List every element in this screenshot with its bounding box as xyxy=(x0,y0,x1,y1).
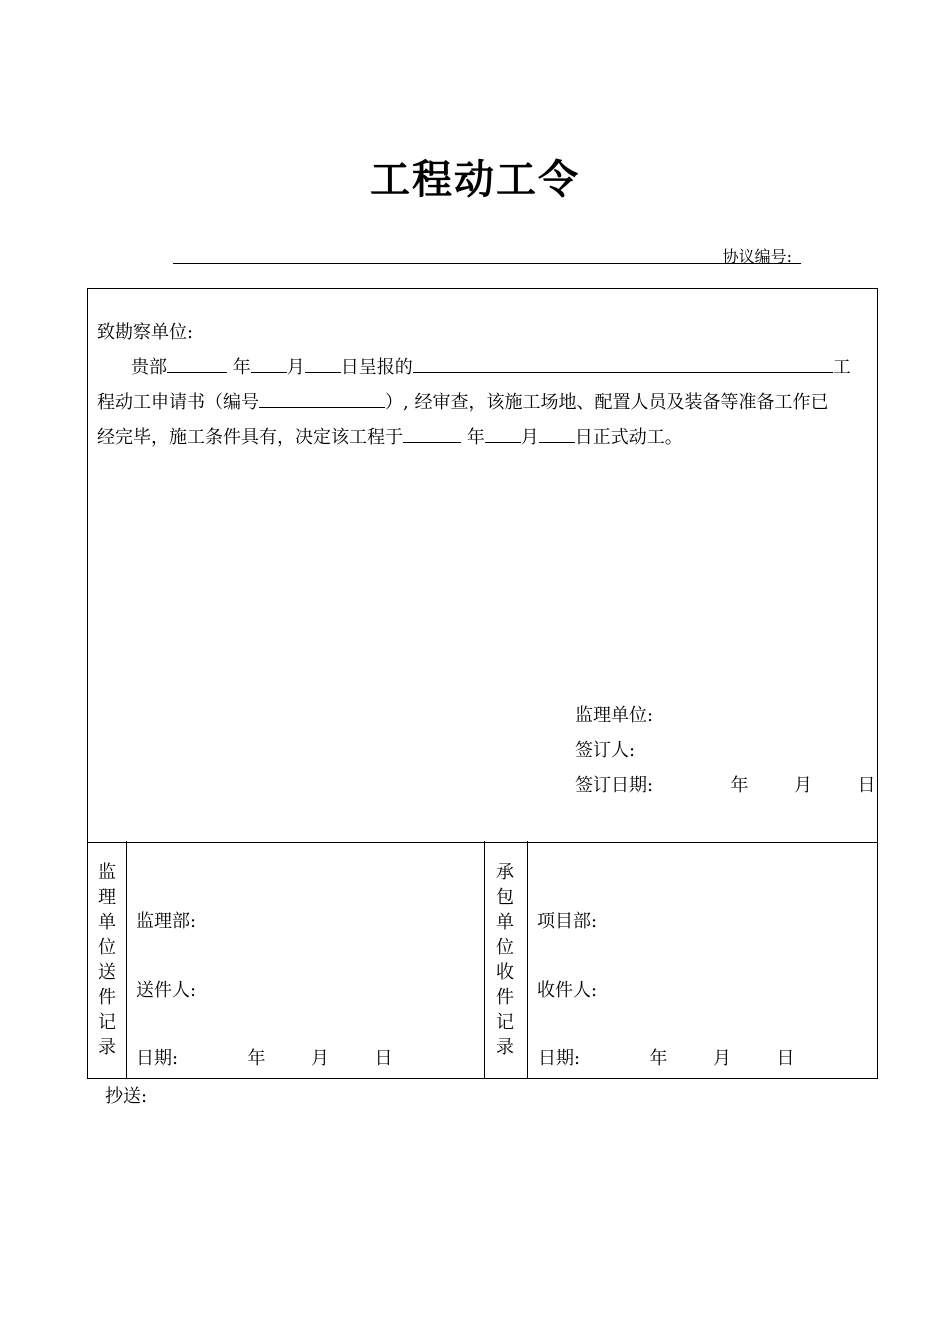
receive-date xyxy=(538,1044,794,1070)
send-title-char: 理 xyxy=(98,886,116,908)
send-date xyxy=(136,1044,392,1070)
column-divider xyxy=(527,841,528,1078)
sender-label: 送件人: xyxy=(136,980,197,1001)
start-year-blank[interactable] xyxy=(403,420,461,443)
receive-record-title xyxy=(486,841,524,1078)
send-date-label: 日期: xyxy=(136,1048,179,1069)
notice-line3-prefix: 经完毕，施工条件具有，决定该工程于 xyxy=(97,427,403,448)
signature-year-label: 年 xyxy=(730,775,749,796)
send-title-char: 监 xyxy=(98,861,116,883)
receive-title-char: 位 xyxy=(496,936,514,958)
notice-line-2 xyxy=(97,385,867,420)
submit-month-label: 月 xyxy=(286,357,305,378)
notice-line1-prefix: 贵部 xyxy=(131,357,167,378)
notice-line2-suffix: ）, 经审查，该施工场地、配置人员及装备等准备工作已 xyxy=(385,392,829,413)
receive-title-char: 录 xyxy=(496,1036,514,1058)
submit-year-label: 年 xyxy=(232,357,251,378)
send-year-label: 年 xyxy=(247,1048,266,1069)
start-month-blank[interactable] xyxy=(485,420,521,443)
receive-title-char: 记 xyxy=(496,1011,514,1033)
notice-line1-end: 工 xyxy=(832,357,851,378)
signer-label: 签订人: xyxy=(575,740,636,761)
notice-line2-prefix: 程动工申请书（编号 xyxy=(97,392,259,413)
receive-month-label: 月 xyxy=(713,1048,732,1069)
submit-year-blank[interactable] xyxy=(167,350,227,373)
receive-date-label: 日期: xyxy=(538,1048,581,1069)
receive-title-char: 件 xyxy=(496,986,514,1008)
start-day-blank[interactable] xyxy=(539,420,575,443)
column-divider xyxy=(126,841,127,1078)
send-title-char: 位 xyxy=(98,936,116,958)
receive-title-char: 收 xyxy=(496,961,514,983)
start-year-label: 年 xyxy=(466,427,485,448)
receiver-label: 收件人: xyxy=(537,980,598,1001)
send-record-title xyxy=(88,841,126,1078)
send-title-char: 记 xyxy=(98,1011,116,1033)
signature-month-label: 月 xyxy=(794,775,813,796)
receive-title-char: 包 xyxy=(496,886,514,908)
signature-date-label: 签订日期: xyxy=(575,775,654,796)
send-title-char: 录 xyxy=(98,1036,116,1058)
send-month-label: 月 xyxy=(311,1048,330,1069)
supervision-dept-label: 监理部: xyxy=(136,911,197,932)
submit-day-blank[interactable] xyxy=(305,350,341,373)
cc-label: 抄送: xyxy=(105,1086,148,1107)
notice-recipient: 致勘察单位: xyxy=(97,322,194,343)
send-day-label: 日 xyxy=(374,1048,393,1069)
contract-number-underline xyxy=(173,263,801,264)
notice-line-1 xyxy=(97,350,867,385)
notice-line1-day-suffix: 日呈报的 xyxy=(340,357,413,378)
contract-number-label: 协议编号: xyxy=(722,247,792,266)
receive-year-label: 年 xyxy=(649,1048,668,1069)
supervision-unit-label: 监理单位: xyxy=(575,705,654,726)
start-month-label: 月 xyxy=(520,427,539,448)
receive-title-char: 单 xyxy=(496,911,514,933)
column-divider xyxy=(484,841,485,1078)
delivery-records xyxy=(87,841,878,1079)
send-title-char: 送 xyxy=(98,961,116,983)
notice-line-3 xyxy=(97,420,867,455)
notice-body xyxy=(97,315,867,455)
notice-line3-day-suffix: 日正式动工。 xyxy=(574,427,683,448)
project-name-blank[interactable] xyxy=(413,350,833,373)
application-number-blank[interactable] xyxy=(259,385,385,408)
page-title: 工程动工令 xyxy=(370,157,580,203)
signature-date xyxy=(575,771,875,797)
submit-month-blank[interactable] xyxy=(251,350,287,373)
send-title-char: 件 xyxy=(98,986,116,1008)
receive-day-label: 日 xyxy=(776,1048,795,1069)
signature-day-label: 日 xyxy=(857,775,876,796)
project-dept-label: 项目部: xyxy=(537,911,598,932)
receive-title-char: 承 xyxy=(496,861,514,883)
notice-box xyxy=(87,288,878,843)
send-title-char: 单 xyxy=(98,911,116,933)
